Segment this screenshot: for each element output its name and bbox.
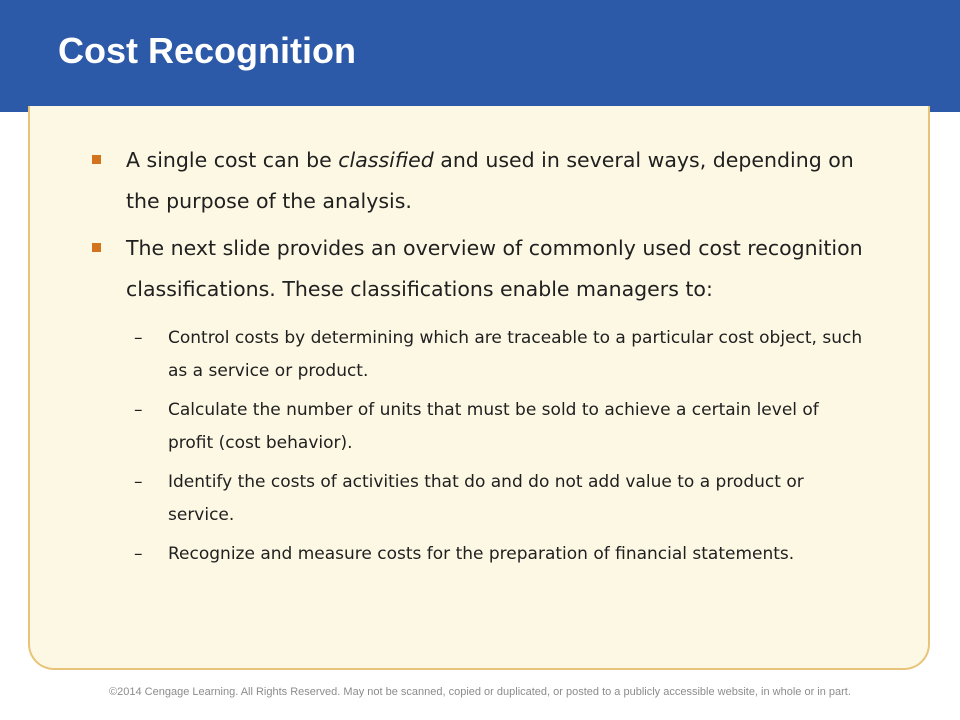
sub-bullet-list xyxy=(126,322,868,571)
bullet-list xyxy=(88,140,868,577)
square-bullet-icon xyxy=(92,155,101,164)
sub-bullet-item xyxy=(126,322,868,388)
sub-bullet-item xyxy=(126,394,868,460)
dash-bullet-icon: – xyxy=(134,472,143,492)
bullet-text-part: and used in several ways, depending on the purpose of the analysis. xyxy=(126,148,854,213)
sub-bullet-item xyxy=(126,538,868,571)
sub-bullet-text: Identify the costs of activities that do and do not add value to a product or service. xyxy=(168,472,804,525)
bullet-text-part: A single cost can be xyxy=(126,148,339,172)
slide-title: Cost Recognition xyxy=(58,30,356,71)
dash-bullet-icon: – xyxy=(134,544,143,564)
sub-bullet-text: Control costs by determining which are traceable to a particular cost object, such as a service or product. xyxy=(168,328,863,381)
bullet-item xyxy=(88,228,868,571)
sub-bullet-item xyxy=(126,466,868,532)
dash-bullet-icon: – xyxy=(134,400,143,420)
sub-bullet-text: Calculate the number of units that must be sold to achieve a certain level of profit (cost behavior). xyxy=(168,400,819,453)
bullet-item xyxy=(88,140,868,222)
sub-bullet-text: Recognize and measure costs for the preparation of financial statements. xyxy=(168,544,795,564)
bullet-emphasis-text: classified xyxy=(338,148,434,172)
header-bar xyxy=(0,0,960,112)
bullet-text: The next slide provides an overview of commonly used cost recognition classifications. These classifications enable managers to: xyxy=(126,236,863,301)
copyright-notice: ©2014 Cengage Learning. All Rights Reserved. May not be scanned, copied or duplicated, or posted to a publicly accessible website, in whole or in part. xyxy=(109,686,851,698)
dash-bullet-icon: – xyxy=(134,328,143,348)
square-bullet-icon xyxy=(92,243,101,252)
